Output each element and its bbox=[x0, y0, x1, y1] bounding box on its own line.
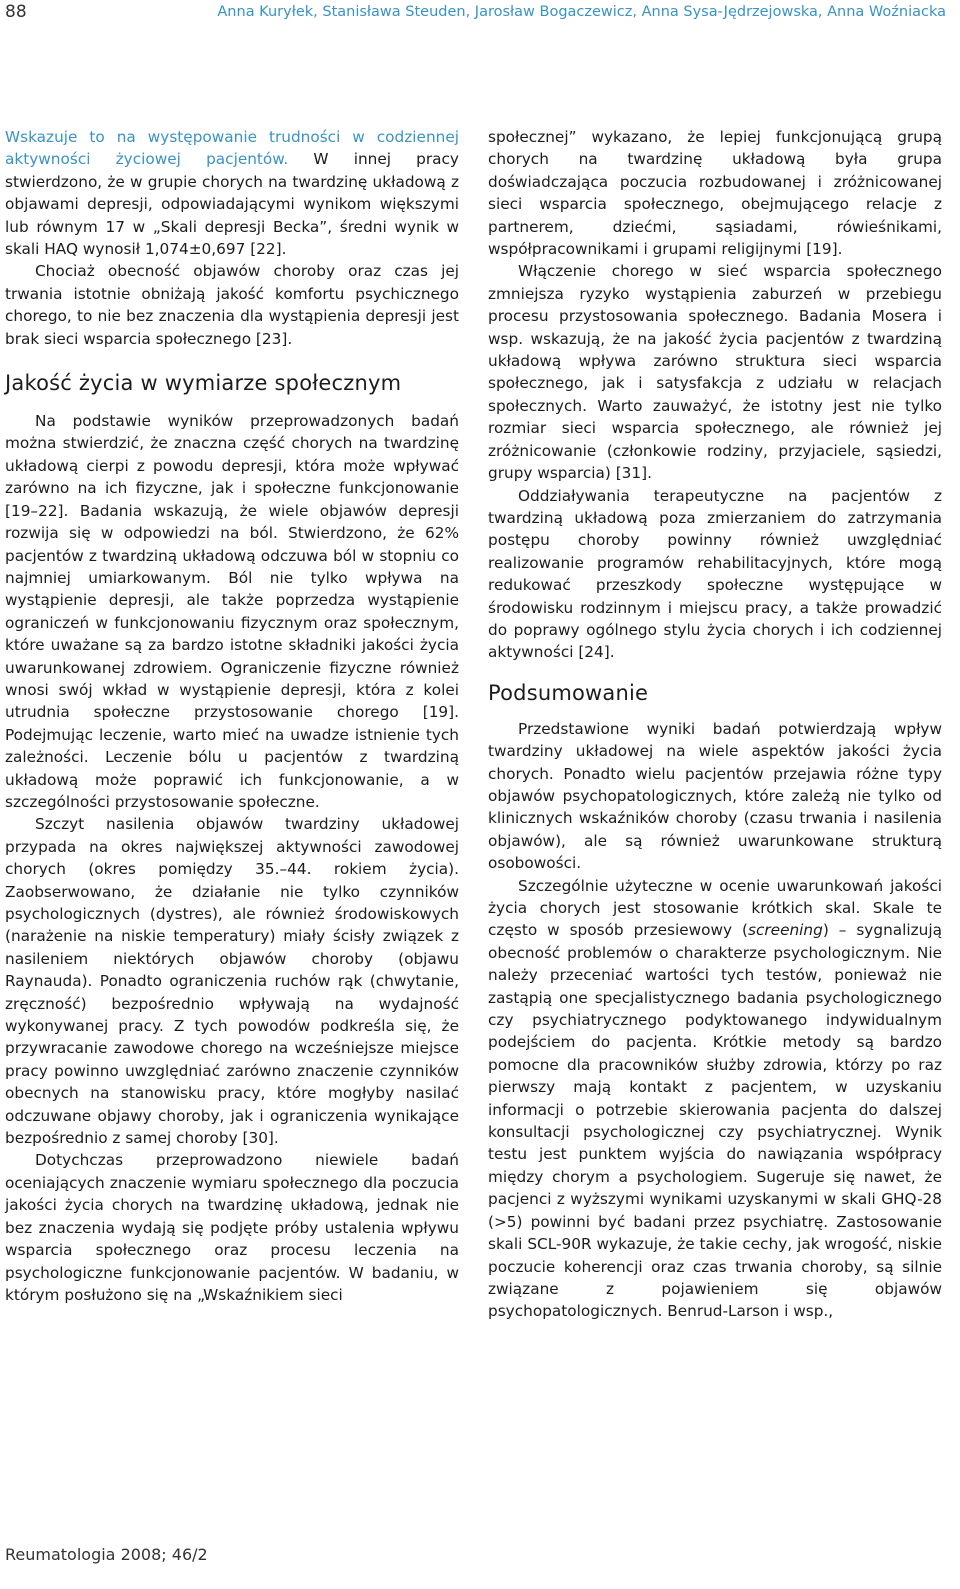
left-column bbox=[5, 126, 459, 1306]
page-header bbox=[0, 0, 960, 30]
paragraph bbox=[488, 875, 942, 1323]
paragraph: Dotychczas przeprowadzono niewiele badań oceniających znaczenie wymiaru społecznego dla poczucia jakości życia chorych na twardzinę układową, jednak nie bez znaczenia wydają się podjęte próby ustalenia wpływu wsparcia społecznego oraz procesu leczenia na psychologiczne funkcjonowanie pacjentów. W badaniu, w którym posłużono się na „Wskaźnikiem sieci bbox=[5, 1151, 459, 1304]
section-heading: Jakość życia w wymiarze społecznym bbox=[5, 371, 402, 396]
paragraph: Chociaż obecność objawów choroby oraz czas jej trwania istotnie obniżają jakość komfortu psychicznego chorego, to nie bez znaczenia dla wystąpienia depresji jest brak sieci wsparcia społecznego [23]. bbox=[5, 262, 459, 348]
right-column bbox=[488, 126, 942, 1323]
paragraph: Na podstawie wyników przeprowadzonych badań można stwierdzić, że znaczna część chorych na twardzinę układową cierpi z powodu depresji, która może wpływać zarówno na ich fizyczne, jak i społeczne funkcjonowanie [19–22]. Badania wskazują, że wiele objawów depresji rozwija się w odpowiedzi na ból. Stwierdzono, że 62% pacjentów z twardziną układową odczuwa ból w stopniu co najmniej umiarkowanym. Ból nie tylko wpływa na wystąpienie depresji, ale także poprzedza wystąpienie ograniczeń w funkcjonowaniu fizycznym oraz społecznym, które uważane są za bardzo istotne składniki jakości życia uwarunkowanej zdrowiem. Ograniczenie fizyczne również wnosi swój wkład w wystąpienie depresji, która z kolei utrudnia społeczne przystosowanie chorego [19]. Podejmując leczenie, warto mieć na uwadze istnienie tych zależności. Leczenie bólu u pacjentów z twardziną układową może poprawić ich funkcjonowanie, a w szczególności przystosowanie społeczne. bbox=[5, 412, 459, 811]
paragraph: społecznej” wykazano, że lepiej funkcjonującą grupą chorych na twardzinę układową była grupa doświadczająca poczucia rozbudowanej i zróżnicowanej sieci wsparcia społecznego, obejmującego relacje z partnerem, dziećmi, sąsiadami, rówieśnikami, współpracownikami i grupami religijnymi [19]. bbox=[488, 128, 942, 259]
running-head-authors: Anna Kuryłek, Stanisława Steuden, Jarosław Bogaczewicz, Anna Sysa-Jędrzejowska, Anna Woźniacka bbox=[217, 4, 946, 20]
paragraph: Oddziaływania terapeutyczne na pacjentów z twardziną układową poza zmierzaniem do zatrzymania postępu choroby powinny również uwzględniać realizowanie programów rehabilitacyjnych, które mogą redukować przeszkody społeczne występujące w środowisku rodzinnym i miejscu pracy, a także prowadzić do poprawy ogólnego stylu życia chorych i ich codziennej aktywności [24]. bbox=[488, 486, 942, 662]
emphasis-text: screening bbox=[748, 921, 823, 940]
paragraph-text: ) – sygnalizują obecność problemów o charakterze psychologicznym. Nie należy przeceniać wartości tych testów, ponieważ nie zastąpią one specjalistycznego badania psychologicznego czy psychiatrycznego podyktowanego indywidualnym podejściem do pacjenta. Krótkie metody są bardzo pomocne dla pracowników służby zdrowia, którzy po raz pierwszy mają kontakt z pacjentem, w uzyskaniu informacji o potrzebie skierowania pacjenta do dalszej konsultacji psychologicznej czy psychiatrycznej. Wynik testu jest punktem wyjścia do nawiązania współpracy między chorym a psychologiem. Sugeruje się nawet, że pacjenci z wyższymi wynikami uzyskanymi w skali GHQ-28 (>5) powinni być badani przez psychiatrę. Zastosowanie skali SCL-90R wykazuje, że takie cechy, jak wrogość, niskie poczucie koherencji oraz czas trwania choroby, są silnie związane z pojawieniem się objawów psychopatologicznych. Benrud-Larson i wsp., bbox=[488, 921, 942, 1321]
paragraph: Szczyt nasilenia objawów twardziny układowej przypada na okres największej aktywności zawodowej chorych (okres pomiędzy 35.–44. rokiem życia). Zaobserwowano, że działanie nie tylko czynników psychologicznych (dystres), ale również środowiskowych (narażenie na niskie temperatury) miały ścisły związek z nasileniem niektórych objawów choroby (objawu Raynauda). Ponadto ograniczenia ruchów rąk (chwytanie, zręczność) bezpośrednio wpływają na wydajność wykonywanej pracy. Z tych powodów podkreśla się, że przywracanie zawodowe chorego na wcześniejsze miejsce pracy powinno uwzględniać zarówno znaczenie czynników obecnych na stanowisku pracy, które mogłyby nasilać odczuwane objawy choroby, jak i ograniczenia wynikające bezpośrednio z samej choroby [30]. bbox=[5, 815, 459, 1148]
paragraph-text: W innej pracy stwierdzono, że w grupie chorych na twardzinę układową z objawami depresji, odpowiadającymi wynikom większymi lub równym 17 w „Skali depresji Becka”, średni wynik w skali HAQ wynosił 1,074±0,697 [22]. bbox=[5, 150, 459, 259]
page-number: 88 bbox=[5, 2, 27, 22]
paragraph: Włączenie chorego w sieć wsparcia społecznego zmniejsza ryzyko wystąpienia zaburzeń w przebiegu procesu przystosowania społecznego. Badania Mosera i wsp. wskazują, że na jakość życia pacjentów z twardziną układową wpływa zarówno struktura sieci wsparcia społecznego, jak i satysfakcja z udziału w relacjach społecznych. Warto zauważyć, że istotny jest nie tylko rozmiar sieci wsparcia społecznego, ale również jej zróżnicowanie (członkowie rodziny, przyjaciele, sąsiedzi, grupy wsparcia) [31]. bbox=[488, 262, 942, 483]
paragraph bbox=[5, 126, 459, 260]
paragraph-text: Szczególnie użyteczne w ocenie uwarunkowań jakości życia chorych jest stosowanie krótkich skal. Skale te często w sposób przesiewowy ( bbox=[488, 876, 942, 940]
highlighted-text: Wskazuje to na występowanie trudności w codziennej aktywności życiowej pacjentów. bbox=[5, 128, 459, 169]
journal-footer: Reumatologia 2008; 46/2 bbox=[5, 1545, 208, 1564]
paragraph: Przedstawione wyniki badań potwierdzają wpływ twardziny układowej na wiele aspektów jakości życia chorych. Ponadto wielu pacjentów przejawia różne typy objawów psychopatologicznych, które zależą nie tylko od klinicznych wskaźników choroby (czasu trwania i nasilenia objawów), ale są również uwarunkowane strukturą osobowości. bbox=[488, 719, 942, 873]
section-heading: Podsumowanie bbox=[488, 680, 649, 705]
